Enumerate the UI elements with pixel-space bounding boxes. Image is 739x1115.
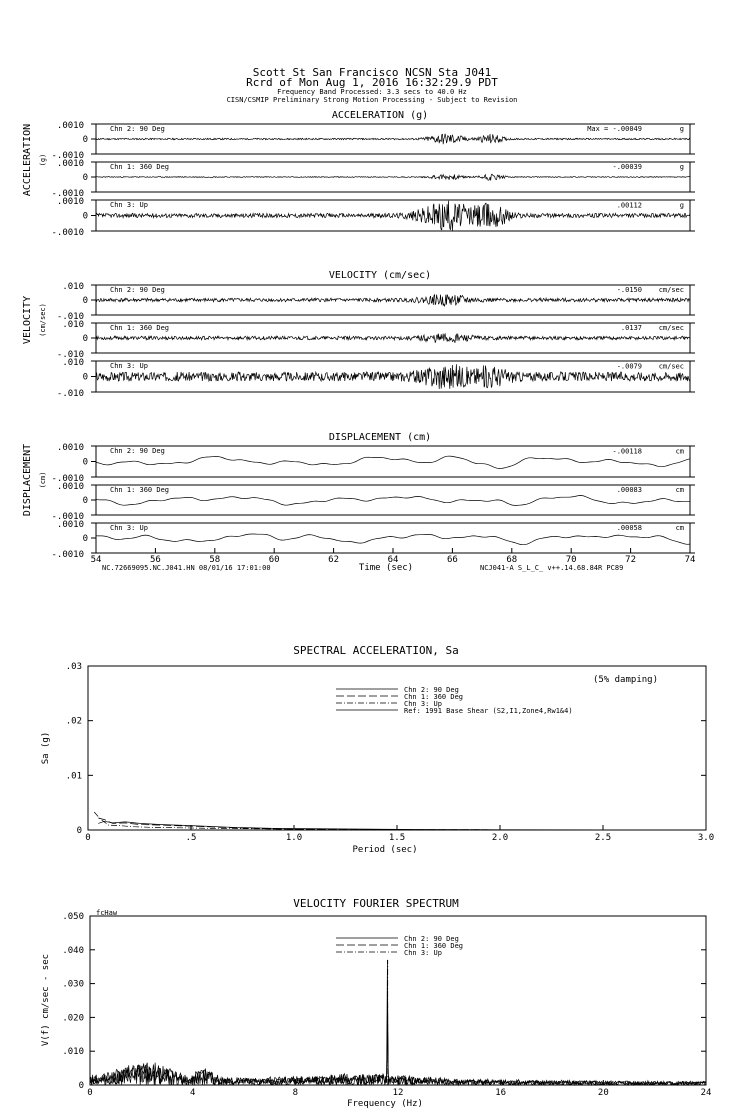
sa-series-line (98, 821, 706, 830)
plot-frame (90, 916, 706, 1085)
panel-yunit: (cm/sec) (39, 303, 47, 337)
peak-value-label: -.00118 (612, 447, 642, 456)
y-tick-label: .010 (62, 1047, 84, 1058)
x-axis-label: Frequency (Hz) (347, 1099, 423, 1109)
chart-title: SPECTRAL ACCELERATION, Sa (293, 644, 459, 657)
peak-value-label: Max = -.00049 (587, 125, 642, 133)
panel-title: VELOCITY (cm/sec) (328, 270, 432, 281)
trace-row (51, 443, 695, 484)
legend-label: Ref: 1991 Base Shear (S2,I1,Zone4,Rw1&4) (404, 707, 573, 715)
y-tick-label: .0010 (56, 482, 84, 492)
x-axis-label: Time (sec) (358, 563, 414, 573)
peak-unit-label: g (679, 163, 684, 171)
channel-label: Chn 1: 360 Deg (110, 486, 170, 494)
x-tick-label: 24 (700, 1088, 712, 1098)
channel-label: Chn 3: Up (110, 524, 148, 532)
y-tick-label: -.0010 (51, 474, 84, 484)
x-tick-label: 12 (392, 1088, 404, 1098)
x-tick-label: 68 (506, 555, 518, 565)
y-tick-label: .010 (62, 358, 84, 368)
x-tick-label: .5 (185, 833, 197, 843)
x-tick-label: 64 (387, 555, 399, 565)
trace-row (51, 159, 695, 199)
y-tick-label: .0010 (56, 121, 84, 131)
peak-value-label: -.0150 (616, 286, 642, 294)
y-tick-label: .02 (65, 716, 82, 727)
sa-series-line (94, 812, 706, 830)
channel-label: Chn 1: 360 Deg (110, 163, 170, 171)
y-tick-label: .040 (62, 945, 84, 956)
x-tick-label: 8 (292, 1088, 299, 1098)
trace-line (96, 334, 690, 343)
report-header (227, 66, 518, 104)
fourier-series-line (90, 960, 706, 1085)
trace-line (96, 201, 690, 231)
y-tick-label: -.0010 (51, 189, 84, 199)
x-tick-label: 20 (597, 1088, 609, 1098)
trace-line (96, 496, 690, 506)
trace-line (96, 534, 690, 545)
x-tick-label: 56 (149, 555, 161, 565)
y-axis-label: Sa (g) (41, 731, 51, 765)
peak-unit-label: cm/sec (658, 286, 684, 294)
trace-line (96, 174, 690, 180)
channel-label: Chn 2: 90 Deg (110, 447, 165, 455)
y-tick-label: -.0010 (51, 228, 84, 238)
legend-label: Chn 2: 90 Deg (404, 686, 459, 694)
x-tick-label: 66 (446, 555, 458, 565)
y-tick-label: .03 (65, 662, 82, 672)
fourier-series-line (90, 1011, 706, 1085)
peak-value-label: -.00039 (612, 163, 642, 171)
panel-ylabel: VELOCITY (22, 295, 33, 345)
legend-label: Chn 3: Up (404, 949, 442, 957)
trace-row (51, 121, 695, 161)
x-tick-label: 2.5 (594, 833, 612, 843)
y-tick-label: -.0010 (51, 550, 84, 560)
header-record: Rcrd of Mon Aug 1, 2016 16:32:29.9 PDT (246, 76, 498, 89)
trace-row (57, 282, 695, 322)
y-tick-label: 0 (76, 826, 82, 836)
peak-value-label: .00112 (616, 201, 642, 210)
y-tick-label: .010 (62, 320, 84, 330)
x-tick-label: 70 (565, 555, 577, 565)
trace-row (57, 320, 695, 360)
legend-label: Chn 3: Up (404, 700, 442, 708)
record-id-footer: NC.72669095.NC.J041.HN 08/01/16 17:01:00 (102, 564, 271, 572)
acceleration-panel (22, 110, 695, 238)
peak-unit-label: cm/sec (658, 324, 684, 332)
channel-label: Chn 3: Up (110, 201, 148, 209)
plot-frame (88, 666, 706, 830)
x-tick-label: 1.0 (285, 833, 303, 843)
peak-unit-label: cm (675, 524, 684, 532)
y-tick-label: 0 (82, 457, 88, 468)
processing-footer: NCJ041-A S_L_C_ v++.14.68.84R PC89 (480, 564, 624, 572)
trace-row (51, 482, 695, 522)
peak-value-label: .00083 (616, 486, 642, 494)
x-tick-label: 54 (90, 555, 102, 565)
y-tick-label: .01 (65, 771, 82, 782)
velocity-panel (22, 270, 695, 399)
chart-title: VELOCITY FOURIER SPECTRUM (293, 897, 459, 910)
y-tick-label: 0 (82, 496, 88, 506)
peak-unit-label: g (679, 125, 684, 133)
x-tick-label: 0 (87, 1088, 93, 1098)
peak-unit-label: cm (675, 447, 684, 456)
y-tick-label: .010 (62, 282, 84, 292)
displacement-panel (22, 432, 695, 573)
y-tick-label: -.0010 (51, 151, 84, 161)
trace-frame (96, 485, 690, 515)
channel-label: Chn 2: 90 Deg (110, 125, 165, 133)
trace-row (51, 520, 695, 560)
x-tick-label: 60 (268, 555, 280, 565)
channel-label: Chn 1: 360 Deg (110, 324, 170, 332)
y-tick-label: -.010 (56, 350, 84, 360)
panel-ylabel: ACCELERATION (22, 123, 33, 197)
peak-unit-label: g (679, 201, 684, 210)
x-tick-label: 4 (189, 1088, 196, 1098)
y-tick-label: .050 (62, 912, 84, 922)
trace-row (51, 197, 695, 238)
y-tick-label: -.010 (56, 312, 84, 322)
trace-line (96, 295, 690, 307)
x-tick-label: 74 (684, 555, 696, 565)
legend-label: Chn 1: 360 Deg (404, 942, 464, 950)
y-tick-label: 0 (78, 1081, 84, 1091)
peak-value-label: .00058 (616, 524, 642, 532)
panel-ylabel: DISPLACEMENT (22, 443, 33, 517)
x-tick-label: 62 (328, 555, 340, 565)
legend-label: Chn 2: 90 Deg (404, 935, 459, 943)
y-tick-label: .0010 (56, 443, 84, 453)
y-tick-label: 0 (82, 211, 88, 222)
y-tick-label: .0010 (56, 159, 84, 169)
peak-unit-label: cm/sec (658, 362, 684, 371)
y-axis-label: V(f) cm/sec - sec (41, 953, 51, 1047)
y-tick-label: .030 (62, 979, 84, 990)
trace-line (96, 456, 690, 468)
y-tick-label: .0010 (56, 520, 84, 530)
y-tick-label: 0 (82, 372, 88, 383)
peak-value-label: -.0079 (616, 362, 642, 371)
channel-label: Chn 2: 90 Deg (110, 286, 165, 294)
panel-title: DISPLACEMENT (cm) (328, 432, 432, 443)
trace-row (57, 358, 695, 399)
y-tick-label: -.0010 (51, 512, 84, 522)
header-processing: CISN/CSMIP Preliminary Strong Motion Processing - Subject to Revision (226, 96, 518, 104)
panel-title: ACCELERATION (g) (331, 110, 429, 121)
y-tick-label: -.010 (56, 389, 84, 399)
y-tick-label: .0010 (56, 197, 84, 207)
trace-line (96, 134, 690, 145)
fourier-spectrum-chart (41, 897, 711, 1109)
x-tick-label: 58 (209, 555, 221, 565)
x-tick-label: 72 (625, 555, 637, 565)
x-tick-label: 2.0 (491, 833, 509, 843)
legend-label: Chn 1: 360 Deg (404, 693, 464, 701)
y-tick-label: 0 (82, 173, 88, 183)
peak-value-label: .0137 (620, 324, 642, 332)
header-station: Scott St San Francisco NCSN Sta J041 (252, 66, 492, 79)
corner-label: fcHaw (96, 909, 118, 917)
x-tick-label: 1.5 (388, 833, 406, 843)
panel-yunit: (cm) (39, 471, 47, 489)
channel-label: Chn 3: Up (110, 362, 148, 370)
damping-note: (5% damping) (592, 675, 658, 685)
y-tick-label: .020 (62, 1013, 84, 1024)
x-tick-label: 16 (495, 1088, 507, 1098)
x-tick-label: 0 (85, 833, 91, 843)
header-band: Frequency Band Processed: 3.3 secs to 40.0 Hz (277, 88, 467, 96)
spectral-acceleration-chart (41, 644, 714, 855)
x-tick-label: 3.0 (697, 833, 715, 843)
y-tick-label: 0 (82, 334, 88, 344)
y-tick-label: 0 (82, 296, 88, 306)
x-axis-label: Period (sec) (352, 845, 418, 855)
peak-unit-label: cm (675, 486, 684, 494)
trace-line (96, 364, 690, 389)
panel-yunit: (g) (39, 153, 47, 167)
trace-frame (96, 446, 690, 477)
y-tick-label: 0 (82, 135, 88, 145)
y-tick-label: 0 (82, 534, 88, 544)
